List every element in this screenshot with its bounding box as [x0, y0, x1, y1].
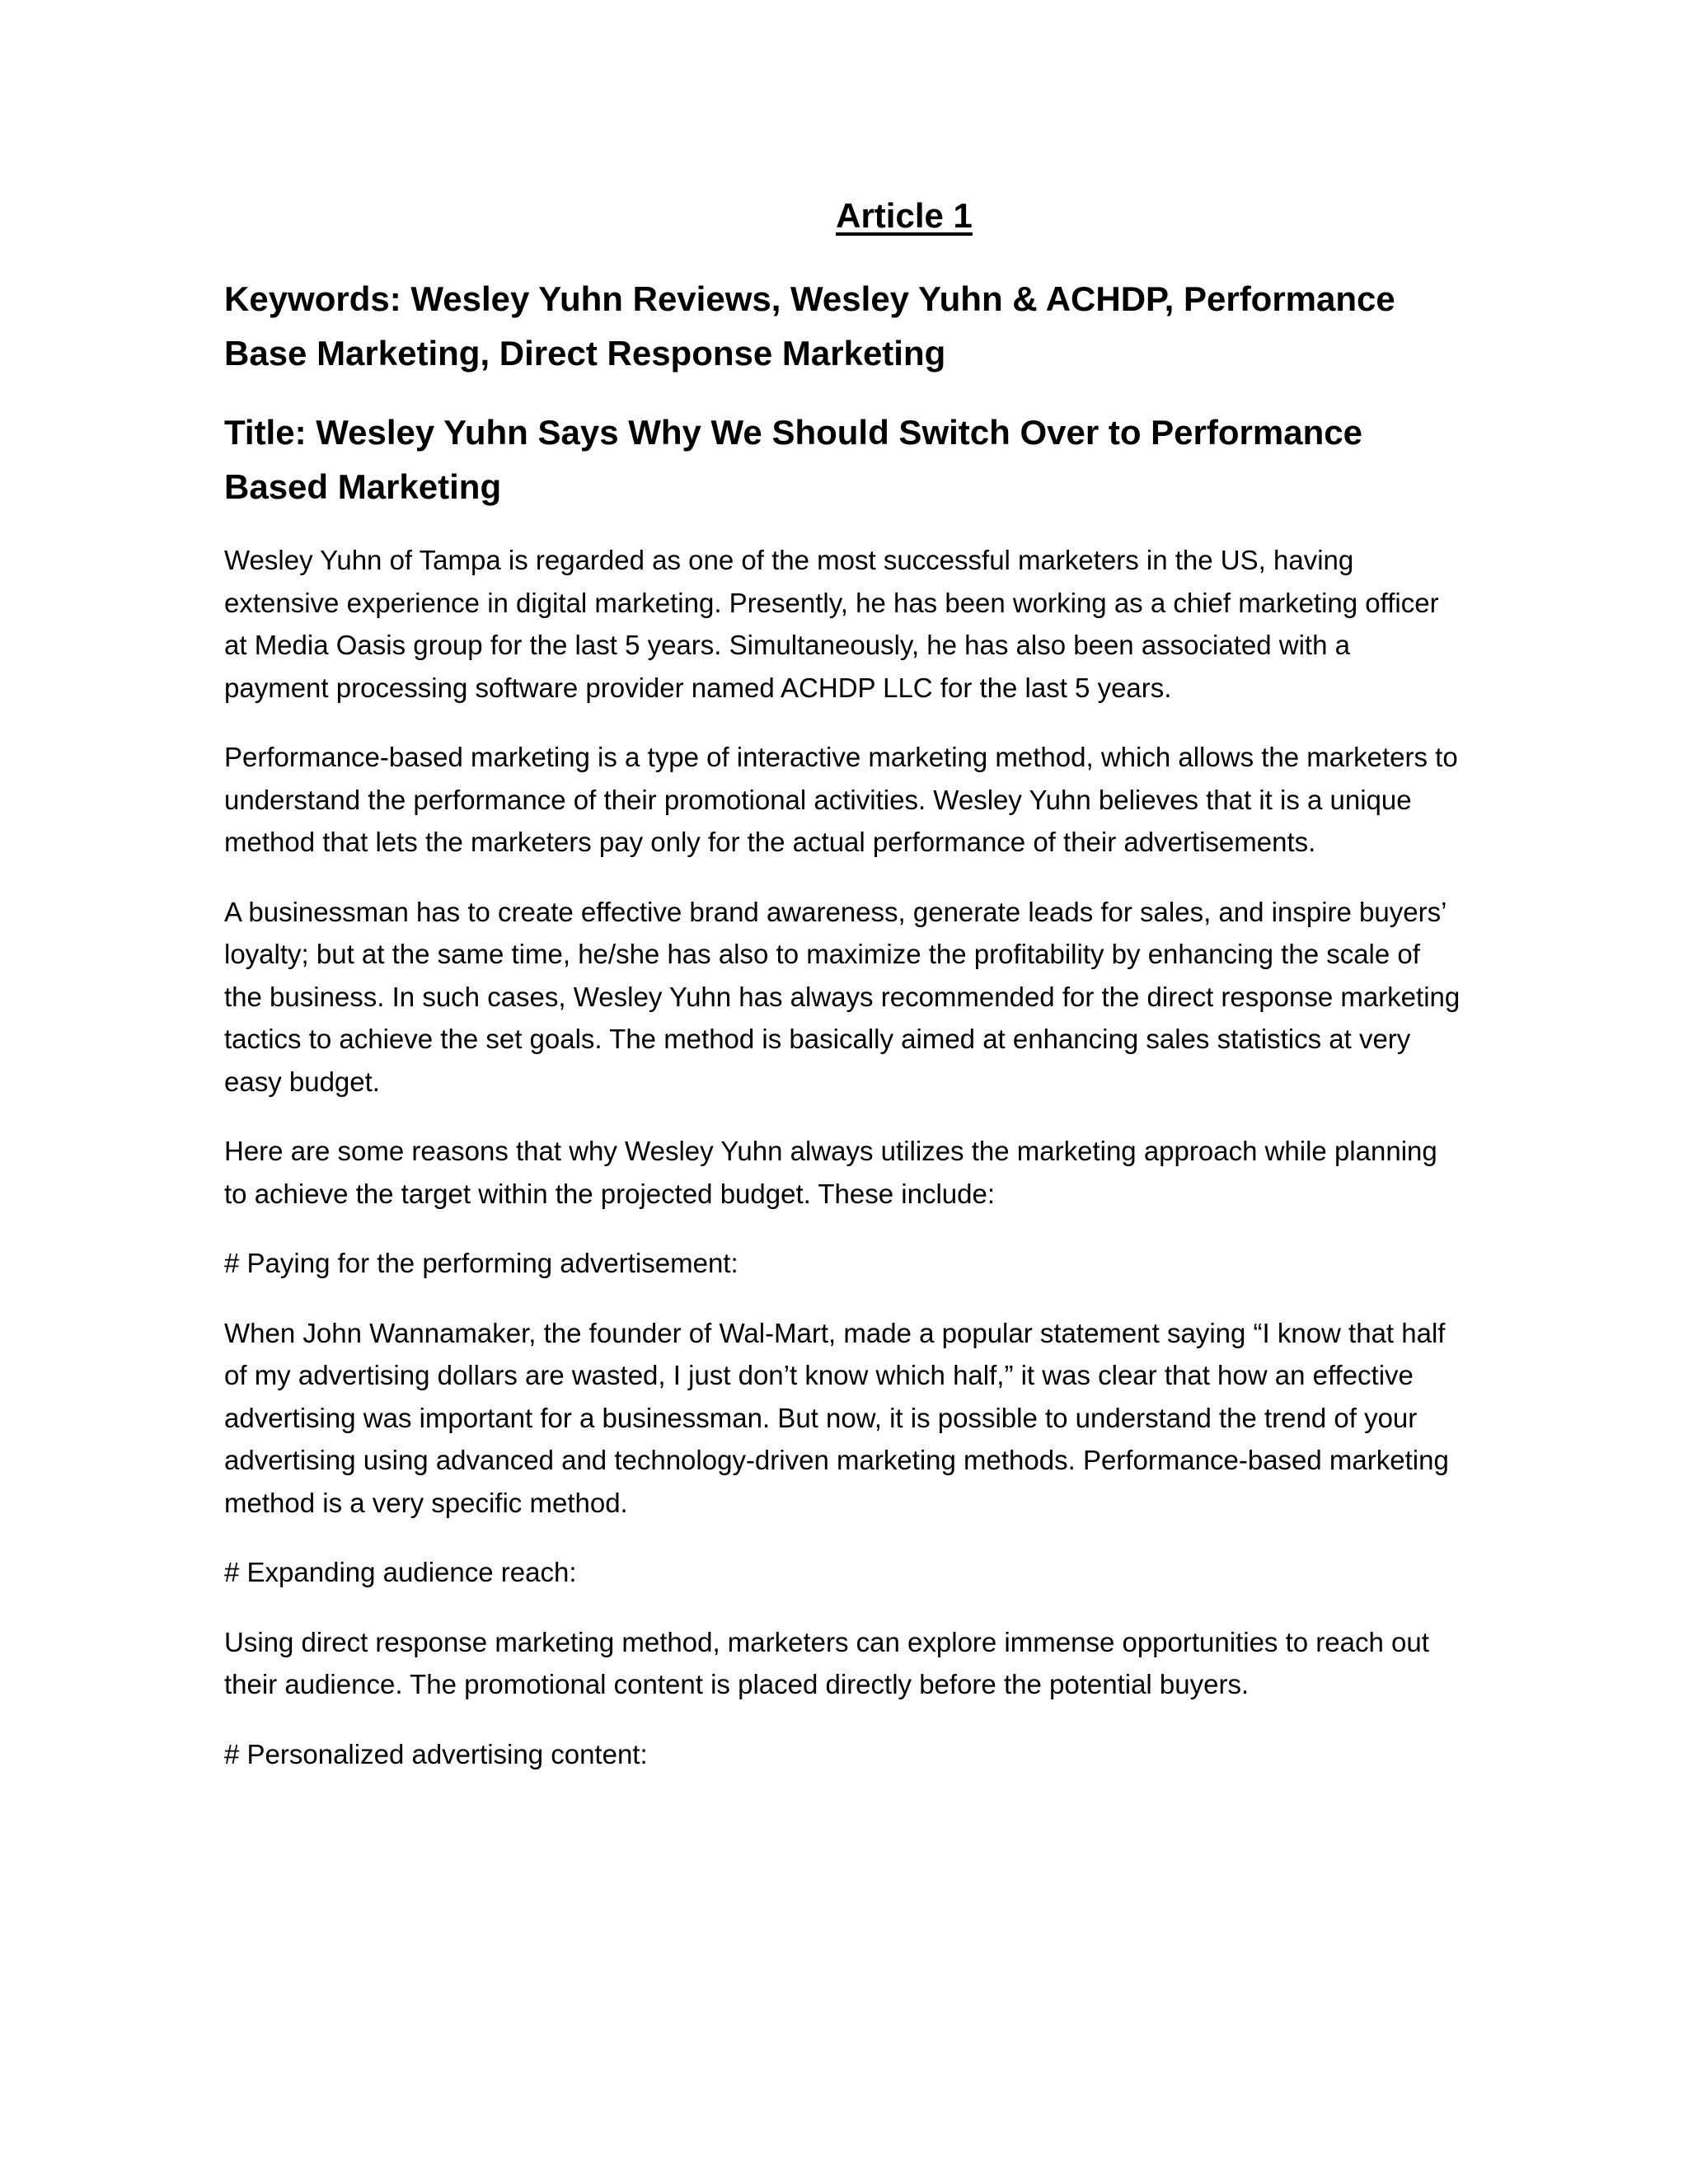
article-label: Article 1	[836, 196, 973, 235]
paragraph-definition: Performance-based marketing is a type of interactive marketing method, which allows the marketers to understand the performance of their promotional activities. Wesley Yuhn believes that it is a unique method that lets the marketers pay only for the actual performance of their advertisements.	[224, 742, 1458, 857]
paragraph-audience: Using direct response marketing method, marketers can explore immense opportunities to reach out their audience. The promotional content is placed directly before the potential buyers.	[224, 1626, 1429, 1699]
paragraph-intro: Wesley Yuhn of Tampa is regarded as one of the most successful marketers in the US, having extensive experience in digital marketing. Presently, he has been working as a chief marketing officer at Media Oasis group for the last 5 years. Simultaneously, he has also been associated with a payment processing software provider named ACHDP LLC for the last 5 years.	[224, 545, 1439, 703]
subheading-personalized: # Personalized advertising content:	[224, 1738, 648, 1769]
paragraph-wannamaker: When John Wannamaker, the founder of Wal-Mart, made a popular statement saying “I know that half of my advertising dollars are wasted, I just don’t know which half,” it was clear that how an effective advertising was important for a businessman. But now, it is possible to understand the trend of your advertising using advanced and technology-driven marketing methods. Performance-based marketing method is a very specific method.	[224, 1317, 1449, 1518]
title-heading: Title: Wesley Yuhn Says Why We Should Switch Over to Performance Based Marketing	[224, 413, 1362, 506]
document-body	[224, 191, 1461, 1802]
subheading-expanding: # Expanding audience reach:	[224, 1557, 577, 1587]
subheading-paying: # Paying for the performing advertisement:	[224, 1248, 738, 1278]
paragraph-reasons-intro: Here are some reasons that why Wesley Yuhn always utilizes the marketing approach while planning to achieve the target within the projected budget. These include:	[224, 1136, 1437, 1209]
keywords-heading: Keywords: Wesley Yuhn Reviews, Wesley Yuhn & ACHDP, Performance Base Marketing, Direct Response Marketing	[224, 279, 1395, 373]
paragraph-businessman: A businessman has to create effective brand awareness, generate leads for sales, and inspire buyers’ loyalty; but at the same time, he/she has also to maximize the profitability by enhancing the scale of the business. In such cases, Wesley Yuhn has always recommended for the direct response marketing tactics to achieve the set goals. The method is basically aimed at enhancing sales statistics at very easy budget.	[224, 896, 1461, 1097]
